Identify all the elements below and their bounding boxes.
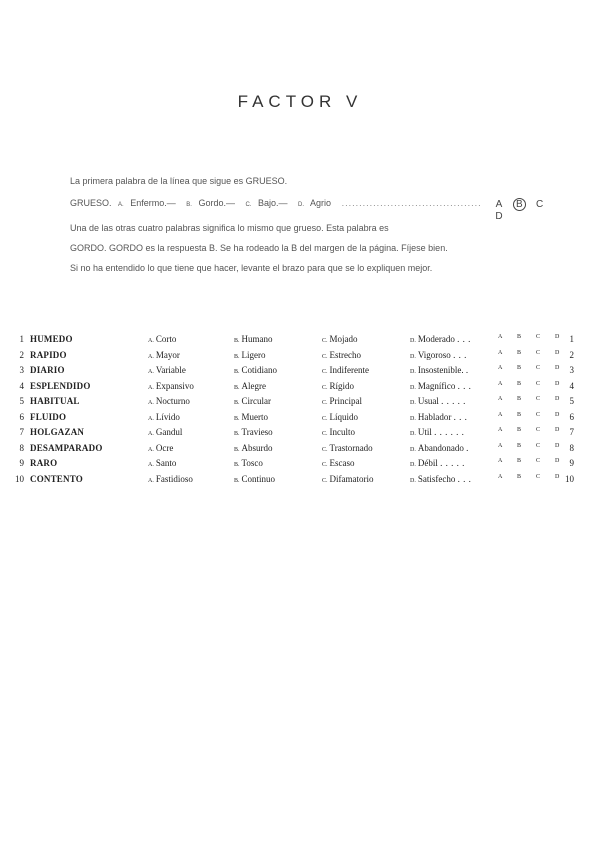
option-letter: B. [234, 400, 240, 406]
option-b [234, 334, 273, 344]
option-text: Ocre [155, 442, 174, 453]
leader-dots: . . . [457, 380, 472, 391]
test-item-row [14, 334, 584, 350]
example-answer-d[interactable]: D [495, 211, 503, 222]
answer-choice-a[interactable]: A [498, 349, 503, 356]
option-text: Insostenible. [417, 365, 464, 375]
answer-choice-b[interactable]: B [517, 473, 522, 480]
option-b [234, 350, 266, 360]
intro-line: La primera palabra de la línea que sigue es GRUESO. [70, 176, 288, 186]
option-d [410, 443, 469, 453]
option-text: Trastornado [329, 442, 373, 453]
option-c [322, 396, 362, 406]
answer-choice-b[interactable]: B [517, 334, 522, 340]
option-a [148, 427, 182, 437]
option-text: Travieso [241, 427, 273, 437]
option-b [234, 443, 273, 453]
answer-choice-d[interactable]: D [555, 334, 560, 340]
example-answer-a[interactable]: A [495, 199, 503, 210]
answer-choice-b[interactable]: B [517, 427, 522, 433]
option-a [148, 458, 176, 468]
option-letter: D. [410, 338, 416, 344]
option-letter: B. [234, 446, 240, 453]
example-answers [492, 198, 560, 222]
answer-choice-a[interactable]: A [498, 442, 503, 449]
item-number-right: 5 [569, 396, 574, 406]
answer-choice-b[interactable]: B [517, 411, 522, 418]
answer-choice-b[interactable]: B [517, 380, 522, 387]
option-a [148, 443, 173, 453]
option-d [410, 350, 467, 360]
option-c [322, 350, 361, 360]
answer-choice-d[interactable]: D [555, 458, 560, 464]
item-number-right: 2 [569, 349, 574, 360]
option-text: Fastidioso [155, 473, 193, 484]
item-word: FLUIDO [30, 411, 67, 422]
option-text: Hablador [417, 411, 452, 422]
leader-dots: . [466, 442, 469, 453]
option-letter: A. [148, 400, 154, 406]
option-letter: A. [148, 369, 154, 375]
answer-choice-d[interactable]: D [555, 365, 560, 371]
option-text: Principal [329, 396, 363, 406]
option-text: Mojado [329, 334, 358, 344]
option-a [148, 334, 176, 344]
answer-choice-c[interactable]: C [536, 442, 541, 449]
answer-choice-a[interactable]: A [498, 396, 503, 402]
option-text: Indiferente [329, 365, 369, 375]
option-text: Nocturno [155, 396, 190, 406]
intro-paragraph-line: Una de las otras cuatro palabras significa lo mismo que grueso. Esta palabra es [70, 223, 389, 233]
item-number: 2 [19, 349, 24, 360]
option-text: Usual [417, 396, 439, 406]
option-letter: D. [410, 462, 416, 468]
option-text: Difamatorio [329, 473, 374, 484]
option-text: Humano [241, 334, 273, 344]
option-a [148, 350, 180, 360]
option-c [322, 458, 355, 468]
item-word: DIARIO [30, 365, 65, 375]
option-text: Ligero [241, 349, 266, 360]
answer-choice-a[interactable]: A [498, 380, 503, 387]
item-word: DESAMPARADO [30, 442, 103, 453]
option-letter: C. [322, 353, 328, 360]
option-b [234, 427, 273, 437]
answer-choice-d[interactable]: D [555, 411, 560, 418]
example-option: Bajo.— [257, 198, 288, 208]
option-text: Alegre [241, 380, 267, 391]
answer-choice-c[interactable]: C [536, 427, 541, 433]
item-number-right: 7 [569, 427, 574, 437]
answer-choice-d[interactable]: D [555, 442, 560, 449]
leader-dots: . [465, 365, 469, 375]
option-letter: C. [322, 338, 328, 344]
test-item-row [14, 350, 584, 366]
item-number: 8 [19, 442, 24, 453]
item-number: 7 [19, 427, 24, 437]
answer-choice-a[interactable]: A [498, 334, 503, 340]
example-row [70, 198, 560, 222]
answer-choice-a[interactable]: A [498, 411, 503, 418]
item-number-right: 3 [569, 365, 574, 375]
option-text: Abandonado [417, 442, 464, 453]
option-letter: C. [322, 446, 328, 453]
option-a [148, 365, 186, 375]
leader-dots: . . . [457, 334, 471, 344]
option-d [410, 396, 466, 406]
answer-choice-a[interactable]: A [498, 365, 503, 371]
option-d [410, 334, 471, 344]
answer-choice-c[interactable]: C [536, 458, 541, 464]
item-number: 3 [19, 365, 24, 375]
item-word: RARO [30, 458, 58, 468]
item-word: CONTENTO [30, 473, 83, 484]
option-text: Escaso [329, 458, 355, 468]
item-number: 1 [19, 334, 24, 344]
option-letter: B. [234, 369, 240, 375]
test-item-row [14, 381, 584, 397]
item-number-right: 10 [565, 473, 574, 484]
option-d [410, 412, 467, 422]
option-text: Tosco [241, 458, 263, 468]
option-b [234, 412, 268, 422]
option-text: Cotidiano [241, 365, 278, 375]
example-dots: ........................................ [341, 198, 482, 208]
answer-choice-b[interactable]: B [517, 396, 522, 402]
option-b [234, 458, 263, 468]
item-word: HOLGAZAN [30, 427, 85, 437]
option-letter: C. [322, 462, 328, 468]
option-d [410, 458, 465, 468]
option-letter: C. [322, 477, 328, 484]
leader-dots: . . . . . [441, 396, 466, 406]
leader-dots: . . . [453, 411, 468, 422]
option-text: Absurdo [241, 442, 273, 453]
option-b [234, 381, 266, 391]
option-text: Inculto [329, 427, 356, 437]
leader-dots: . . . . . [440, 458, 465, 468]
option-letter: A. [148, 462, 154, 468]
test-item-row [14, 458, 584, 474]
option-letter: D. [410, 431, 416, 437]
answer-choice-c[interactable]: C [536, 349, 541, 356]
answer-choice-d[interactable]: D [555, 396, 560, 402]
option-text: Moderado [417, 334, 455, 344]
option-letter: B. [234, 353, 240, 360]
option-text: Muerto [241, 411, 269, 422]
answer-choice-d[interactable]: D [555, 380, 560, 387]
answer-choice-c[interactable]: C [536, 380, 541, 387]
answer-choice-d[interactable]: D [555, 427, 560, 433]
item-word: ESPLENDIDO [30, 380, 91, 391]
example-option-letter: C. [245, 202, 252, 208]
option-letter: B. [234, 477, 240, 484]
option-letter: D. [410, 384, 416, 391]
intro-paragraph-line: GORDO. GORDO es la respuesta B. Se ha rodeado la B del margen de la página. Fíjese bien. [70, 243, 448, 253]
answer-choice-d[interactable]: D [555, 349, 560, 356]
item-number-right: 6 [569, 411, 574, 422]
option-a [148, 412, 180, 422]
item-word: RAPIDO [30, 349, 67, 360]
answer-choice-b[interactable]: B [517, 458, 522, 464]
option-letter: D. [410, 446, 416, 453]
option-d [410, 365, 469, 375]
option-text: Continuo [241, 473, 276, 484]
option-letter: D. [410, 400, 416, 406]
option-letter: A. [148, 446, 154, 453]
option-c [322, 474, 374, 484]
example-option-letter: A. [118, 202, 124, 208]
answer-choice-a[interactable]: A [498, 458, 503, 464]
answer-choice-c[interactable]: C [536, 473, 541, 480]
option-text: Util [417, 427, 432, 437]
item-number: 5 [19, 396, 24, 406]
example-word: GRUESO. [70, 198, 112, 208]
option-letter: A. [148, 384, 154, 391]
item-number-right: 1 [569, 334, 574, 344]
option-a [148, 396, 190, 406]
option-text: Santo [155, 458, 177, 468]
item-number: 6 [19, 411, 24, 422]
option-c [322, 334, 358, 344]
test-item-row [14, 412, 584, 428]
option-text: Magnífico [417, 380, 456, 391]
intro-paragraph-line: Si no ha entendido lo que tiene que hacer, levante el brazo para que se lo expliquen mejor. [70, 263, 433, 273]
example-option: Agrio [310, 198, 332, 208]
answer-choice-c[interactable]: C [536, 334, 541, 340]
option-a [148, 474, 193, 484]
option-b [234, 396, 271, 406]
test-item-row [14, 443, 584, 459]
answer-choice-b[interactable]: B [517, 365, 522, 371]
item-number: 9 [19, 458, 24, 468]
option-letter: B. [234, 431, 240, 437]
option-text: Rígido [329, 380, 355, 391]
intro-paragraph [70, 222, 540, 275]
option-text: Gandul [155, 427, 183, 437]
answer-choice-c[interactable]: C [536, 365, 541, 371]
option-letter: C. [322, 431, 328, 437]
answer-choice-a[interactable]: A [498, 427, 503, 433]
option-letter: D. [410, 353, 416, 360]
example-option-letter: B. [186, 202, 192, 208]
item-number-right: 4 [569, 380, 574, 391]
option-letter: B. [234, 384, 240, 391]
item-number-right: 9 [569, 458, 574, 468]
example-option: Enfermo.— [130, 198, 176, 208]
option-c [322, 412, 358, 422]
option-letter: D. [410, 415, 416, 422]
option-letter: B. [234, 338, 240, 344]
option-letter: B. [234, 415, 240, 422]
option-letter: C. [322, 384, 328, 391]
option-d [410, 474, 471, 484]
option-c [322, 365, 369, 375]
option-letter: A. [148, 477, 154, 484]
option-letter: C. [322, 415, 328, 422]
answer-choice-c[interactable]: C [536, 411, 541, 418]
option-text: Mayor [155, 349, 180, 360]
answer-choice-c[interactable]: C [536, 396, 541, 402]
option-letter: B. [234, 462, 240, 468]
option-letter: C. [322, 369, 328, 375]
option-letter: D. [410, 477, 416, 484]
option-text: Líquido [329, 411, 359, 422]
option-c [322, 427, 355, 437]
test-item-row [14, 474, 584, 490]
option-text: Vigoroso [417, 349, 451, 360]
option-text: Corto [155, 334, 177, 344]
example-option-letter: D. [298, 202, 305, 208]
option-text: Estrecho [329, 349, 362, 360]
option-text: Variable [155, 365, 186, 375]
option-a [148, 381, 194, 391]
test-item-row [14, 365, 584, 381]
option-text: Expansivo [155, 380, 194, 391]
option-letter: A. [148, 431, 154, 437]
leader-dots: . . . [457, 473, 472, 484]
option-letter: A. [148, 353, 154, 360]
test-items [14, 334, 584, 489]
option-b [234, 365, 277, 375]
item-number: 4 [19, 380, 24, 391]
option-b [234, 474, 275, 484]
option-letter: A. [148, 415, 154, 422]
test-item-row [14, 396, 584, 412]
page-title: FACTOR V [237, 92, 363, 111]
item-number-right: 8 [569, 442, 574, 453]
option-letter: C. [322, 400, 328, 406]
item-word: HABITUAL [30, 396, 80, 406]
answer-choice-b[interactable]: B [517, 349, 522, 356]
example-answer-b-circled[interactable]: B [513, 198, 526, 211]
item-word: HUMEDO [30, 334, 73, 344]
option-letter: D. [410, 369, 416, 375]
option-c [322, 443, 373, 453]
item-number: 10 [15, 473, 24, 484]
option-d [410, 427, 464, 437]
option-letter: A. [148, 338, 154, 344]
option-text: Satisfecho [417, 473, 456, 484]
answer-choice-d[interactable]: D [555, 473, 560, 480]
leader-dots: . . . . . . [434, 427, 465, 437]
answer-choice-a[interactable]: A [498, 473, 503, 480]
leader-dots: . . . [453, 349, 467, 360]
example-option: Gordo.— [198, 198, 235, 208]
option-text: Lívido [155, 411, 180, 422]
option-text: Débil [417, 458, 438, 468]
option-d [410, 381, 471, 391]
option-text: Circular [241, 396, 272, 406]
answer-choice-b[interactable]: B [517, 442, 522, 449]
test-item-row [14, 427, 584, 443]
example-answer-c[interactable]: C [535, 199, 544, 210]
option-c [322, 381, 354, 391]
